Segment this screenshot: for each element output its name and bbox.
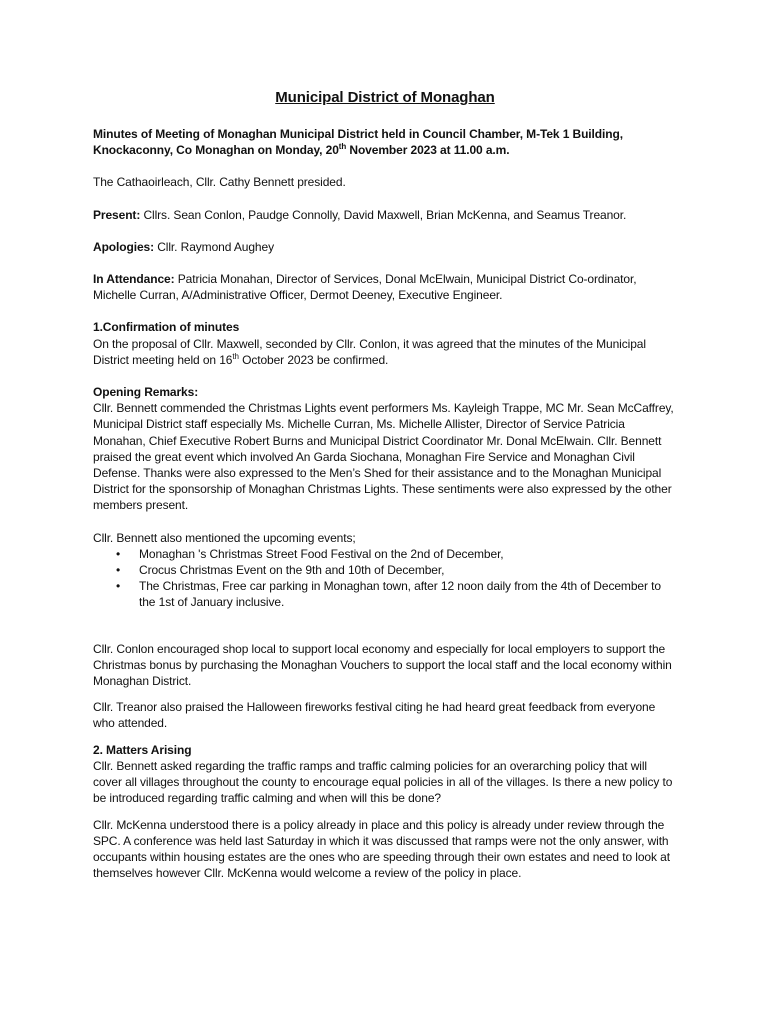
treanor-paragraph: Cllr. Treanor also praised the Halloween fireworks festival citing he had heard great feedback from everyone who attended. — [93, 700, 656, 731]
matters-arising-text: Cllr. Bennett asked regarding the traffic ramps and traffic calming policies for an overarching policy that will cover all villages throughout the county to encourage equal policies in all of the villages. Is there a new policy to be introduced regarding traffic calming and when will this be done? — [93, 758, 673, 806]
confirmation-heading: 1.Confirmation of minutes — [93, 320, 240, 335]
meeting-header-text: Minutes of Meeting of Monaghan Municipal District held in Council Chamber, M-Tek 1 Building, Knockaconny, Co Monaghan on Monday, 20 — [93, 127, 623, 158]
list-item-text: The Christmas, Free car parking in Monaghan town, after 12 noon daily from the 4th of December to the 1st of January inclusive. — [139, 579, 661, 610]
confirmation-text-end: October 2023 be confirmed. — [238, 352, 389, 367]
attendance-line — [93, 271, 677, 303]
document-page — [93, 88, 677, 897]
present-label: Present: — [93, 207, 141, 222]
section-confirmation — [93, 319, 677, 368]
bullet-icon: • — [116, 563, 121, 578]
confirmation-text: On the proposal of Cllr. Maxwell, seconded by Cllr. Conlon, it was agreed that the minutes of the Municipal District meeting held on 16 — [93, 336, 646, 367]
bullet-icon: • — [116, 579, 121, 594]
section-opening-remarks — [93, 384, 677, 514]
opening-remarks-text: Cllr. Bennett commended the Christmas Lights event performers Ms. Kayleigh Trappe, MC Mr. Sean McCaffrey, Municipal District staff especially Ms. Michelle Curran, Ms. Michelle Allister, Director of Service Patricia Monahan, Chief Executive Robert Burns and Municipal District Coordinator Mr. Donal McElwain. Cllr. Bennett praised the great event which involved An Garda Siochana, Monaghan Fire Service and Monaghan Civil Defense. Thanks were also expressed to the Men’s Shed for their assistance and to the Monaghan Municipal District for the sponsorship of Monaghan Christmas Lights. These sentiments were also expressed by the other members present. — [93, 401, 674, 513]
meeting-header — [93, 126, 677, 158]
matters-arising-heading: 2. Matters Arising — [93, 742, 192, 757]
list-item — [116, 578, 677, 610]
events-intro: Cllr. Bennett also mentioned the upcoming events; — [93, 530, 356, 545]
conlon-paragraph: Cllr. Conlon encouraged shop local to support local economy and especially for local employers to support the Christmas bonus by purchasing the Monaghan Vouchers to support the local staff and the local economy within Monaghan District. — [93, 641, 672, 689]
list-item-text: Monaghan 's Christmas Street Food Festival on the 2nd of December, — [139, 546, 504, 561]
section-matters-arising — [93, 742, 677, 807]
apologies-label: Apologies: — [93, 239, 154, 254]
list-item — [116, 562, 677, 578]
list-item-text: Crocus Christmas Event on the 9th and 10th of December, — [139, 563, 445, 578]
present-text: Cllrs. Sean Conlon, Paudge Connolly, David Maxwell, Brian McKenna, and Seamus Treanor. — [140, 207, 627, 222]
present-line — [93, 207, 677, 223]
confirmation-date-suffix: th — [232, 351, 239, 361]
list-item — [116, 546, 677, 562]
meeting-date-suffix: th — [338, 142, 347, 152]
presided-line: The Cathaoirleach, Cllr. Cathy Bennett presided. — [93, 175, 346, 190]
attendance-label: In Attendance: — [93, 272, 175, 287]
mckenna-paragraph: Cllr. McKenna understood there is a policy already in place and this policy is already under review through the SPC. A conference was held last Saturday in which it was discussed that ramps were not the only answer, with occupants within housing estates are the ones who are speeding through their own estates and need to look at themselves however Cllr. McKenna would welcome a review of the policy in place. — [93, 817, 670, 881]
opening-remarks-heading: Opening Remarks: — [93, 385, 199, 400]
events-list — [93, 546, 677, 611]
meeting-header-date: November 2023 at 11.00 a.m. — [346, 143, 510, 158]
apologies-text: Cllr. Raymond Aughey — [154, 239, 274, 254]
bullet-icon: • — [116, 546, 121, 561]
document-title: Municipal District of Monaghan — [275, 89, 495, 106]
attendance-text: Patricia Monahan, Director of Services, Donal McElwain, Municipal District Co-ordinator, Michelle Curran, A/Administrative Officer, Dermot Deeney, Executive Engineer. — [93, 272, 637, 303]
apologies-line — [93, 239, 677, 255]
